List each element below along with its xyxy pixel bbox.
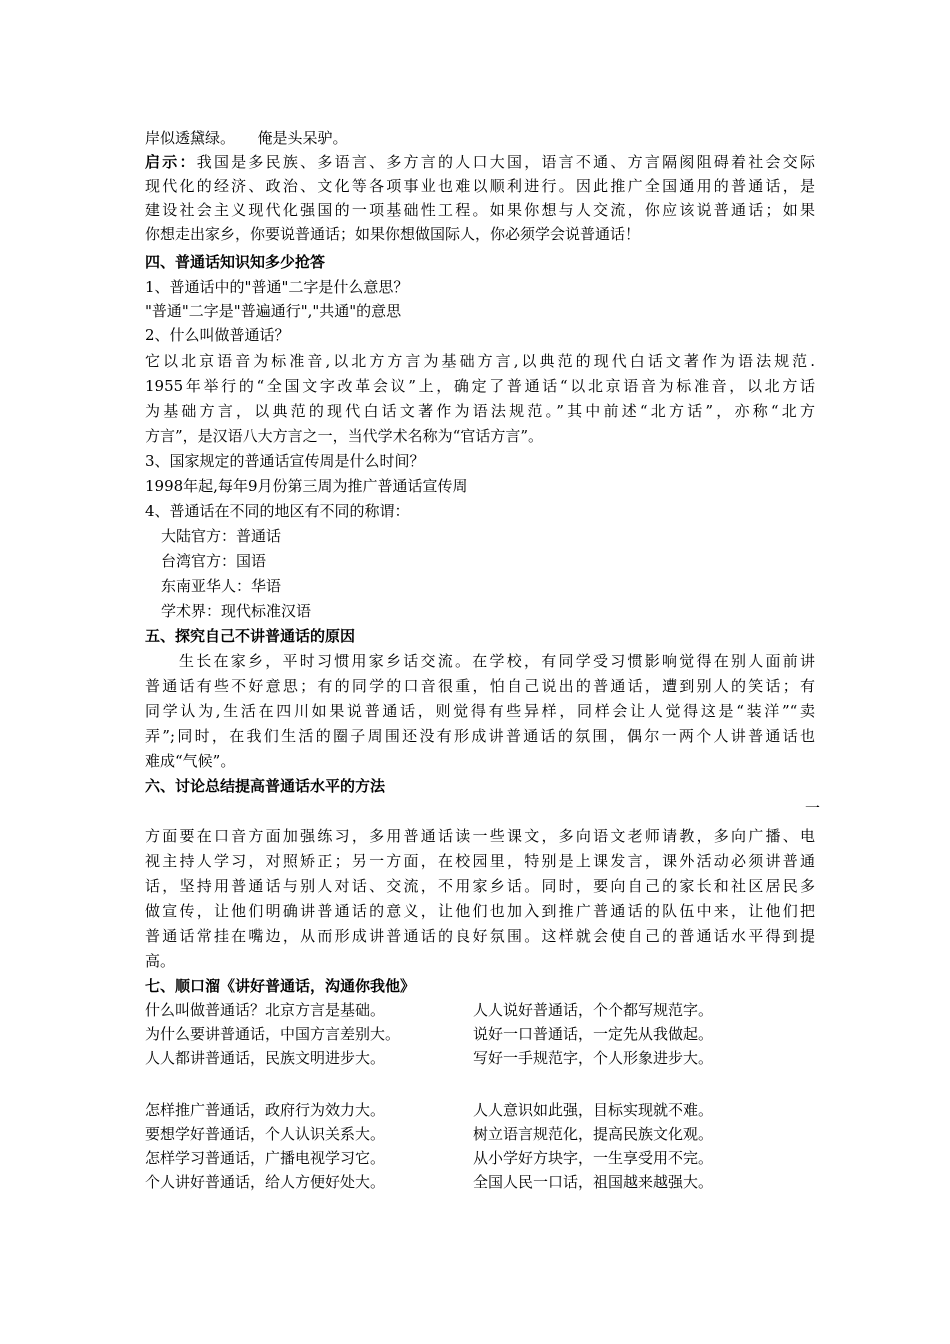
question-2: 2、什么叫做普通话？ xyxy=(145,326,290,344)
intro-text-1: 我国是多民族、多语言、多方言的人口大国，语言不通、方言隔阂阻碍着社会交际 xyxy=(196,153,815,171)
section-6-line-6: 高。 xyxy=(145,952,176,970)
rhyme-right-5: 树立语言规范化，提高民族文化观。 xyxy=(473,1125,714,1143)
wrapped-char: 一 xyxy=(805,799,821,817)
section-5-line-3: 同学认为,生活在四川如果说普通话，则觉得有些异样，同样会让人觉得这是“装洋”“卖 xyxy=(145,702,815,720)
question-4: 4、普通话在不同的地区有不同的称谓： xyxy=(145,502,410,520)
rhyme-right-2: 说好一口普通话，一定先从我做起。 xyxy=(473,1025,714,1043)
answer-2-line-1: 它以北京语音为标准音,以北方方言为基础方言,以典范的现代白话文著作为语法规范. xyxy=(145,352,815,370)
name-taiwan: 台湾官方：国语 xyxy=(161,552,267,570)
section-6-line-4: 做宣传，让他们明确讲普通话的意义，让他们也加入到推广普通话的队伍中来，让他们把 xyxy=(145,902,815,920)
name-academic: 学术界：现代标准汉语 xyxy=(161,602,312,620)
question-3: 3、国家规定的普通话宣传周是什么时间？ xyxy=(145,452,425,470)
intro-line-4: 你想走出家乡，你要说普通话；如果你想做国际人，你必须学会说普通话！ xyxy=(145,225,641,243)
intro-line-1 xyxy=(145,150,815,174)
section-6-line-3: 话，坚持用普通话与别人对话、交流，不用家乡话。同时，要向自己的家长和社区居民多 xyxy=(145,877,815,895)
answer-1: "普通"二字是"普遍通行","共通"的意思 xyxy=(145,302,402,320)
section-5-line-1: 生长在家乡，平时习惯用家乡话交流。在学校，有同学受习惯影响觉得在别人面前讲 xyxy=(179,652,815,670)
section-6-line-5: 普通话常挂在嘴边，从而形成讲普通话的良好氛围。这样就会使自己的普通话水平得到提 xyxy=(145,927,815,945)
answer-2-line-3: 为基础方言，以典范的现代白话文著作为语法规范。”其中前述“北方话”，亦称“北方 xyxy=(145,402,815,420)
rhyme-left-6: 怎样学习普通话，广播电视学习它。 xyxy=(145,1149,386,1167)
section-6-line-2: 视主持人学习，对照矫正；另一方面，在校园里，特别是上课发言，课外活动必须讲普通 xyxy=(145,852,815,870)
section-5-heading: 五、探究自己不讲普通话的原因 xyxy=(145,627,356,645)
section-7-heading: 七、顺口溜《讲好普通话，沟通你我他》 xyxy=(145,977,416,995)
rhyme-left-5: 要想学好普通话，个人认识关系大。 xyxy=(145,1125,386,1143)
answer-3: 1998年起,每年9月份第三周为推广普通话宣传周 xyxy=(145,477,468,495)
poem-fragment-line: 岸似透黛绿。 俺是头呆驴。 xyxy=(145,129,348,147)
name-southeast-asia: 东南亚华人：华语 xyxy=(161,577,282,595)
rhyme-left-4: 怎样推广普通话，政府行为效力大。 xyxy=(145,1101,386,1119)
rhyme-right-6: 从小学好方块字，一生享受用不完。 xyxy=(473,1149,714,1167)
rhyme-left-7: 个人讲好普通话，给人方便好处大。 xyxy=(145,1173,386,1191)
intro-line-3: 建设社会主义现代化强国的一项基础性工程。如果你想与人交流，你应该说普通话；如果 xyxy=(145,201,815,219)
answer-2-line-2: 1955年举行的“全国文字改革会议”上，确定了普通话“以北京语音为标准音，以北方话 xyxy=(145,377,815,395)
section-5-line-2: 普通话有些不好意思；有的同学的口音很重，怕自己说出的普通话，遭到别人的笑话；有 xyxy=(145,677,815,695)
rhyme-right-3: 写好一手规范字，个人形象进步大。 xyxy=(473,1049,714,1067)
rhyme-left-3: 人人都讲普通话，民族文明进步大。 xyxy=(145,1049,386,1067)
rhyme-right-7: 全国人民一口话，祖国越来越强大。 xyxy=(473,1173,714,1191)
intro-label: 启示： xyxy=(145,153,197,171)
section-6-line-1: 方面要在口音方面加强练习，多用普通话读一些课文，多向语文老师请教，多向广播、电 xyxy=(145,827,815,845)
section-5-line-5: 难成“气候”。 xyxy=(145,752,236,770)
rhyme-left-2: 为什么要讲普通话，中国方言差别大。 xyxy=(145,1025,401,1043)
section-6-heading: 六、讨论总结提高普通话水平的方法 xyxy=(145,777,386,795)
name-mainland: 大陆官方：普通话 xyxy=(161,527,282,545)
rhyme-left-1: 什么叫做普通话？北京方言是基础。 xyxy=(145,1001,386,1019)
rhyme-right-1: 人人说好普通话，个个都写规范字。 xyxy=(473,1001,714,1019)
rhyme-right-4: 人人意识如此强，目标实现就不难。 xyxy=(473,1101,714,1119)
answer-2-line-4: 方言”，是汉语八大方言之一，当代学术名称为“官话方言”。 xyxy=(145,427,544,445)
question-1: 1、普通话中的"普通"二字是什么意思？ xyxy=(145,278,409,296)
intro-line-2: 现代化的经济、政治、文化等各项事业也难以顺利进行。因此推广全国通用的普通话，是 xyxy=(145,177,815,195)
section-4-heading: 四、普通话知识知多少抢答 xyxy=(145,253,326,271)
section-5-line-4: 弄”;同时，在我们生活的圈子周围还没有形成讲普通话的氛围，偶尔一两个人讲普通话也 xyxy=(145,727,815,745)
